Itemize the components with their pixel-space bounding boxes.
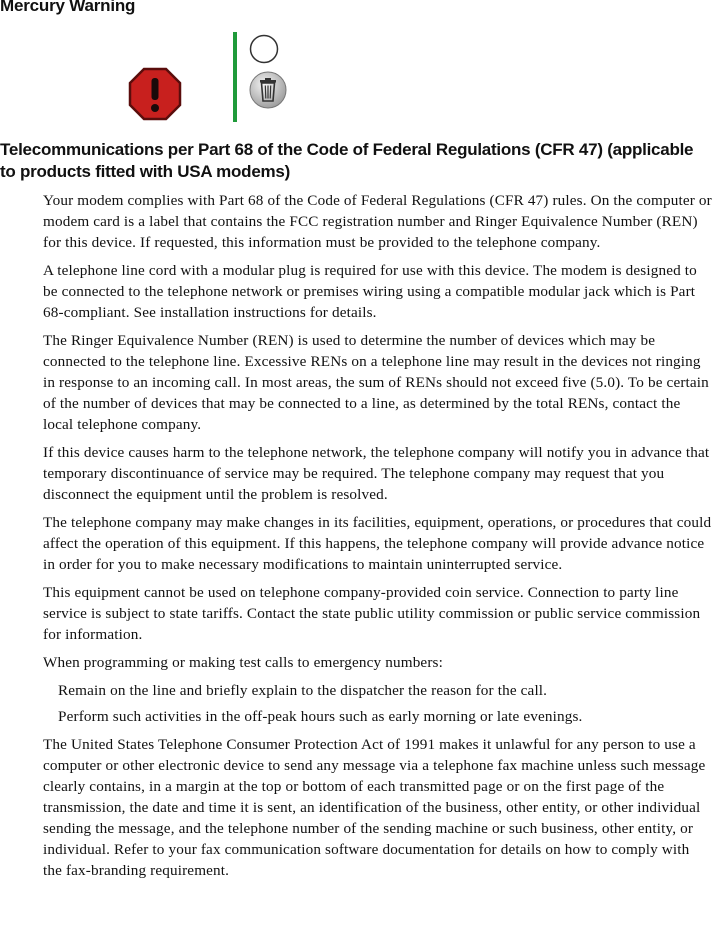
paragraph-network-harm: If this device causes harm to the telephone network, the telephone company will notify you in advance that temporary discontinuance of service may be required. The telephone company may request that you disconnect the equipment until the problem is resolved. [43, 444, 710, 503]
paragraph-coin-service: This equipment cannot be used on telephone company-provided coin service. Connection to party line service is subject to state tariffs. Contact the state public utility commission or public service commission for information. [43, 584, 701, 643]
paragraph-fcc-registration: Your modem complies with Part 68 of the Code of Federal Regulations (CFR 47) rules. On the computer or modem card is a label that contains the FCC registration number and Ringer Equivalence Number (REN) for this device. If requested, this information must be provided to the telephone company. [43, 192, 712, 251]
mercury-warning-heading: Mercury Warning [0, 0, 136, 15]
warning-icons-row [0, 30, 712, 126]
paragraph-tcpa: The United States Telephone Consumer Protection Act of 1991 makes it unlawful for any person to use a computer or other electronic device to send any message via a telephone fax machine unless such message clearly contains, in a margin at the top or bottom of each transmitted page or on the first page of the transmission, the date and time it is sent, an identification of the business, other entity, or other individual sending the message, and the telephone number of the sending machine or such business, other entity, or individual. Refer to your fax communication software documentation for details on how to comply with the fax-branding requirement. [43, 736, 706, 879]
green-divider-bar [233, 32, 237, 122]
stop-warning-icon [128, 67, 182, 121]
paragraph-emergency-intro: When programming or making test calls to emergency numbers: [43, 654, 443, 671]
emergency-list [43, 680, 712, 727]
paragraph-modular-plug: A telephone line cord with a modular plug is required for use with this device. The modem is designed to be connected to the telephone network or premises wiring using a compatible modular jack which is Part 68-compliant. See installation instructions for details. [43, 262, 697, 321]
telecom-section-heading: Telecommunications per Part 68 of the Code of Federal Regulations (CFR 47) (applicable to products fitted with USA modems) [0, 140, 694, 181]
trash-can-icon [248, 70, 288, 110]
circle-icon [249, 34, 279, 64]
list-item: Remain on the line and briefly explain to the dispatcher the reason for the call. [58, 682, 548, 699]
paragraph-ren: The Ringer Equivalence Number (REN) is used to determine the number of devices which may be connected to the telephone line. Excessive RENs on a telephone line may result in the devices not ringing in response to an incoming call. In most areas, the sum of RENs should not exceed five (5.0). To be certain of the number of devices that may be connected to a line, as determined by the total RENs, contact the local telephone company. [43, 332, 709, 433]
paragraph-facility-changes: The telephone company may make changes in its facilities, equipment, operations, or procedures that could affect the operation of this equipment. If this happens, the telephone company will provide advance notice in order for you to make necessary modifications to maintain uninterrupted service. [43, 514, 712, 573]
list-item: Perform such activities in the off-peak hours such as early morning or late evenings. [58, 708, 583, 725]
telecom-body [43, 190, 712, 888]
